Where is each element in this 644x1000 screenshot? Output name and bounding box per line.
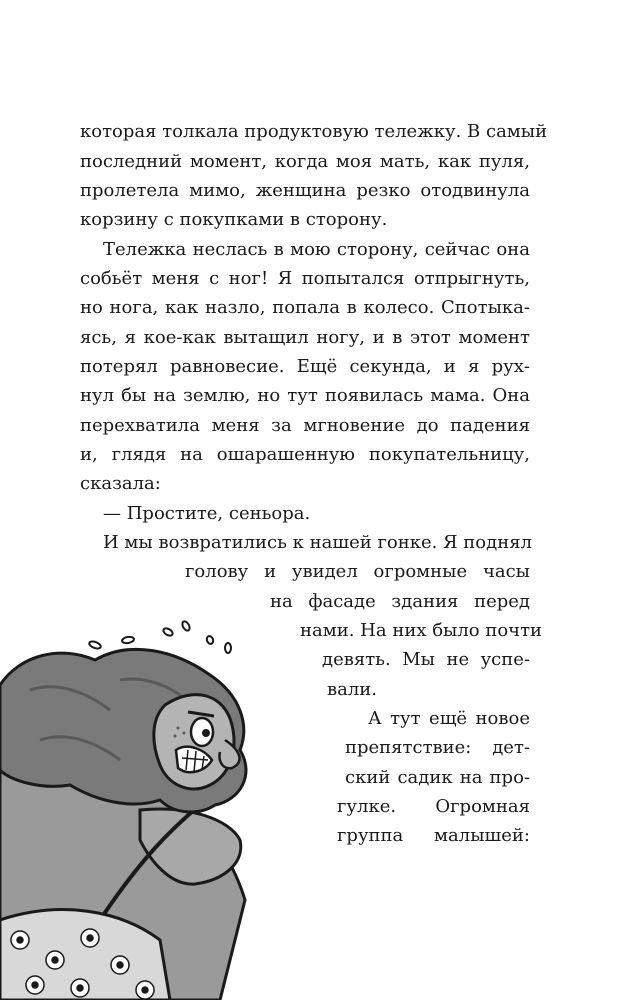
text-line: девять. Мы не успе-: [322, 649, 530, 670]
text-line: нул бы на землю, но тут появилась мама. Она: [80, 385, 530, 406]
text-line: сказала:: [80, 473, 161, 494]
text-line: группа малышей:: [337, 825, 530, 846]
text-line: препятствие: дет-: [345, 737, 530, 758]
text-line: но нога, как назло, попала в колесо. Спотыка-: [80, 297, 530, 318]
text-line: И мы возвратились к нашей гонке. Я поднял: [103, 532, 533, 553]
text-line: нами. На них было почти: [300, 620, 543, 641]
text-line: и, глядя на ошарашенную покупательницу,: [80, 444, 530, 465]
text-line: ский садик на про-: [345, 767, 530, 788]
text-line: гулке. Огромная: [337, 796, 530, 817]
sweat-drops-icon: [88, 620, 231, 653]
text-line: на фасаде здания перед: [270, 591, 530, 612]
text-line: пролетела мимо, женщина резко отодвинула: [80, 180, 530, 201]
text-line: А тут ещё новое: [368, 708, 530, 729]
text-line: — Простите, сеньора.: [103, 503, 311, 524]
text-line: собьёт меня с ног! Я попытался отпрыгнуть,: [80, 268, 530, 289]
text-line: голову и увидел огромные часы: [185, 561, 530, 582]
text-line: последний момент, когда моя мать, как пуля,: [80, 151, 530, 172]
text-line: перехватила меня за мгновение до падения: [80, 415, 530, 436]
text-line: корзину с покупками в сторону.: [80, 209, 388, 230]
text-line: потерял равновесие. Ещё секунда, и я рух-: [80, 356, 530, 377]
woman-running-illustration: [0, 600, 330, 1000]
text-line: ясь, я кое-как вытащил ногу, и в этот момент: [80, 327, 530, 348]
text-line: Тележка неслась в мою сторону, сейчас она: [103, 239, 530, 260]
text-line: вали.: [327, 679, 378, 700]
text-line: которая толкала продуктовую тележку. В самый: [80, 121, 548, 142]
